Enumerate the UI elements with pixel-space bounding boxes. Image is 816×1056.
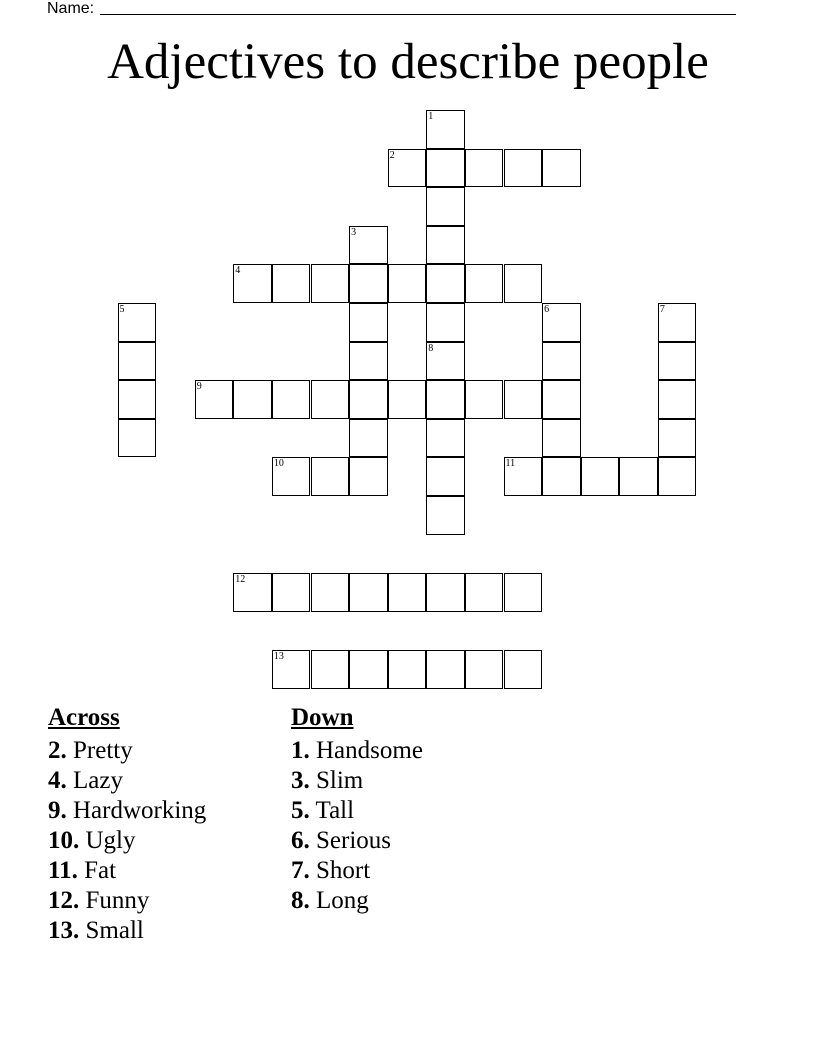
crossword-cell[interactable] xyxy=(658,457,697,496)
clue-number: 2. xyxy=(48,737,67,764)
crossword-cell[interactable] xyxy=(504,457,543,496)
crossword-cell[interactable] xyxy=(388,149,427,188)
crossword-cell[interactable] xyxy=(542,419,581,458)
clue-text: Ugly xyxy=(79,827,136,854)
clue-text: Pretty xyxy=(66,737,133,764)
crossword-cell[interactable] xyxy=(233,264,272,303)
across-heading: Across xyxy=(48,704,120,731)
across-clue xyxy=(48,736,206,766)
crossword-cell[interactable] xyxy=(388,573,427,612)
crossword-cell[interactable] xyxy=(118,303,157,342)
clue-number: 12 xyxy=(235,574,246,586)
clue-number: 3. xyxy=(291,767,310,794)
clue-text: Fat xyxy=(77,857,117,884)
clue-text: Tall xyxy=(309,797,355,824)
clue-number: 10. xyxy=(48,827,80,854)
clue-number: 8 xyxy=(428,342,434,354)
crossword-cell[interactable] xyxy=(542,380,581,419)
down-clue xyxy=(291,826,423,856)
crossword-cell[interactable] xyxy=(272,380,311,419)
clue-number: 6 xyxy=(544,304,550,315)
clue-number: 9 xyxy=(196,381,202,393)
crossword-cell[interactable] xyxy=(349,226,388,265)
crossword-cell[interactable] xyxy=(465,650,504,689)
crossword-cell[interactable] xyxy=(426,342,465,381)
crossword-cell[interactable] xyxy=(272,573,311,612)
crossword-cell[interactable] xyxy=(504,573,543,612)
crossword-cell[interactable] xyxy=(388,380,427,419)
crossword-cell[interactable] xyxy=(426,264,465,303)
crossword-cell[interactable] xyxy=(658,303,697,342)
crossword-cell[interactable] xyxy=(504,149,543,188)
crossword-cell[interactable] xyxy=(272,264,311,303)
crossword-cell[interactable] xyxy=(658,380,697,419)
crossword-cell[interactable] xyxy=(426,303,465,342)
crossword-cell[interactable] xyxy=(233,573,272,612)
crossword-cell[interactable] xyxy=(426,226,465,265)
crossword-cell[interactable] xyxy=(118,380,157,419)
crossword-cell[interactable] xyxy=(542,149,581,188)
crossword-cell[interactable] xyxy=(465,573,504,612)
clue-number: 2 xyxy=(389,149,395,161)
crossword-cell[interactable] xyxy=(504,264,543,303)
clue-number: 13. xyxy=(48,917,80,944)
crossword-cell[interactable] xyxy=(272,650,311,689)
clue-number: 11 xyxy=(505,458,516,470)
crossword-cell[interactable] xyxy=(349,457,388,496)
across-clue xyxy=(48,856,206,886)
clue-number: 13 xyxy=(273,651,284,663)
clue-number: 12. xyxy=(48,887,80,914)
across-clue xyxy=(48,916,206,946)
clue-number: 6. xyxy=(291,827,310,854)
crossword-cell[interactable] xyxy=(311,457,350,496)
clue-text: Serious xyxy=(309,827,391,854)
across-clue xyxy=(48,796,206,826)
crossword-cell[interactable] xyxy=(658,342,697,381)
crossword-cell[interactable] xyxy=(426,380,465,419)
clue-text: Short xyxy=(309,857,371,884)
crossword-cell[interactable] xyxy=(426,650,465,689)
crossword-cell[interactable] xyxy=(195,380,234,419)
clue-text: Hardworking xyxy=(66,797,207,824)
crossword-cell[interactable] xyxy=(581,457,620,496)
clue-text: Funny xyxy=(79,887,150,914)
clue-number: 7 xyxy=(659,304,665,315)
clue-number: 9. xyxy=(48,797,67,824)
crossword-cell[interactable] xyxy=(311,573,350,612)
page-title: Adjectives to describe people xyxy=(107,34,709,90)
name-label: Name: xyxy=(47,0,95,17)
crossword-cell[interactable] xyxy=(272,457,311,496)
down-clue xyxy=(291,796,423,826)
down-clue xyxy=(291,886,423,916)
clue-number: 7. xyxy=(291,857,310,884)
crossword-cell[interactable] xyxy=(465,149,504,188)
crossword-cell[interactable] xyxy=(388,650,427,689)
crossword-cell[interactable] xyxy=(426,110,465,149)
crossword-cell[interactable] xyxy=(349,650,388,689)
clue-text: Handsome xyxy=(309,737,423,764)
down-clue xyxy=(291,736,423,766)
crossword-cell[interactable] xyxy=(504,380,543,419)
clue-text: Slim xyxy=(309,767,364,794)
clue-number: 1 xyxy=(428,111,434,122)
crossword-cell[interactable] xyxy=(426,187,465,226)
clue-text: Lazy xyxy=(66,767,123,794)
down-clue xyxy=(291,856,423,886)
clue-number: 5. xyxy=(291,797,310,824)
crossword-cell[interactable] xyxy=(118,419,157,458)
clue-number: 4. xyxy=(48,767,67,794)
crossword-cell[interactable] xyxy=(658,419,697,458)
clue-number: 4 xyxy=(235,265,241,277)
crossword-cell[interactable] xyxy=(349,380,388,419)
crossword-cell[interactable] xyxy=(311,264,350,303)
crossword-cell[interactable] xyxy=(542,457,581,496)
crossword-cell[interactable] xyxy=(426,419,465,458)
down-clues xyxy=(291,703,423,916)
clue-number: 11. xyxy=(48,857,78,884)
down-heading: Down xyxy=(291,704,354,731)
across-clues xyxy=(48,703,206,946)
across-clue xyxy=(48,826,206,856)
crossword-cell[interactable] xyxy=(426,457,465,496)
crossword-cell[interactable] xyxy=(542,303,581,342)
crossword-cell[interactable] xyxy=(349,573,388,612)
crossword-cell[interactable] xyxy=(311,650,350,689)
clue-text: Small xyxy=(79,917,144,944)
clue-number: 1. xyxy=(291,737,310,764)
clue-number: 5 xyxy=(119,304,125,315)
clue-number: 3 xyxy=(351,226,357,238)
crossword-cell[interactable] xyxy=(233,380,272,419)
crossword-cell[interactable] xyxy=(426,573,465,612)
across-clue xyxy=(48,886,206,916)
crossword-cell[interactable] xyxy=(388,264,427,303)
crossword-cell[interactable] xyxy=(504,650,543,689)
crossword-cell[interactable] xyxy=(349,419,388,458)
clue-number: 10 xyxy=(273,458,284,470)
clue-text: Long xyxy=(309,887,369,914)
across-clue xyxy=(48,766,206,796)
crossword-cell[interactable] xyxy=(349,303,388,342)
crossword-cell[interactable] xyxy=(542,342,581,381)
crossword-cell[interactable] xyxy=(465,380,504,419)
crossword-cell[interactable] xyxy=(118,342,157,381)
crossword-cell[interactable] xyxy=(349,264,388,303)
crossword-cell[interactable] xyxy=(619,457,658,496)
down-clue xyxy=(291,766,423,796)
crossword-cell[interactable] xyxy=(426,496,465,535)
crossword-cell[interactable] xyxy=(426,149,465,188)
crossword-cell[interactable] xyxy=(349,342,388,381)
clue-number: 8. xyxy=(291,887,310,914)
crossword-cell[interactable] xyxy=(465,264,504,303)
crossword-cell[interactable] xyxy=(311,380,350,419)
